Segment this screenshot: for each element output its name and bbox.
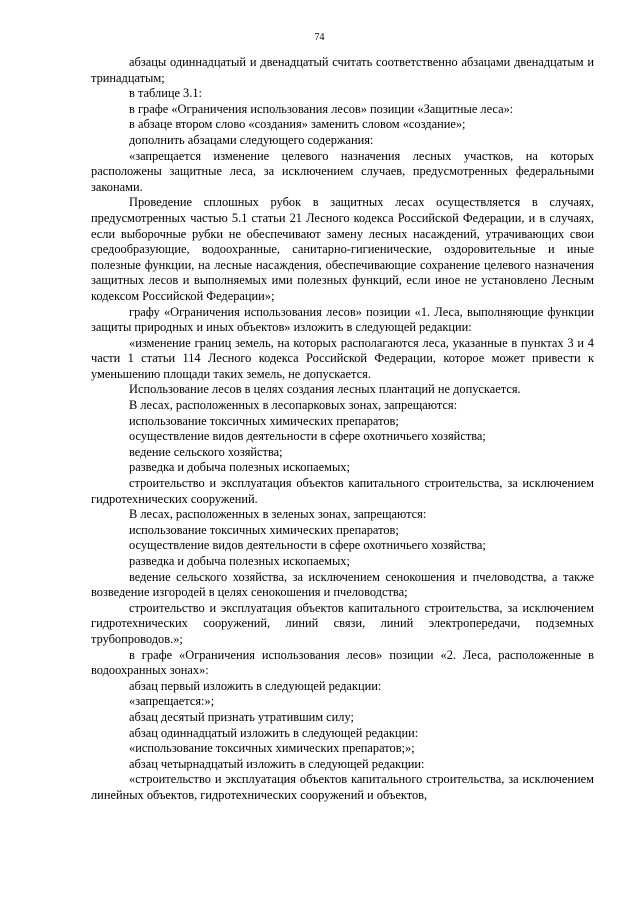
paragraph: ведение сельского хозяйства;	[129, 444, 283, 459]
paragraph: в графе «Ограничения использования лесов» позиции «Защитные леса»:	[129, 101, 514, 116]
paragraph: строительство и эксплуатация объектов капитального строительства, за исключением гидротехнических сооружений.	[91, 476, 594, 506]
paragraph: абзац одиннадцатый изложить в следующей редакции:	[129, 725, 419, 740]
paragraph: использование токсичных химических препаратов;	[129, 522, 399, 537]
paragraph: строительство и эксплуатация объектов капитального строительства, за исключением гидротехнических сооружений, линий связи, линий электропередачи, подземных трубопроводов.»;	[91, 600, 594, 646]
paragraph: «запрещается:»;	[129, 694, 215, 709]
paragraph: использование токсичных химических препаратов;	[129, 413, 399, 428]
paragraph: в таблице 3.1:	[129, 86, 202, 101]
paragraph: Использование лесов в целях создания лесных плантаций не допускается.	[129, 382, 521, 397]
paragraph: дополнить абзацами следующего содержания:	[129, 132, 374, 147]
paragraph: «использование токсичных химических препаратов;»;	[129, 741, 415, 756]
paragraph: абзац четырнадцатый изложить в следующей редакции:	[129, 756, 425, 771]
paragraph: абзац первый изложить в следующей редакции:	[129, 678, 382, 693]
paragraph: В лесах, расположенных в зеленых зонах, запрещаются:	[129, 507, 427, 522]
paragraph: графу «Ограничения использования лесов» позиции «1. Леса, выполняющие функции защиты природных и иных объектов» изложить в следующей редакции:	[91, 304, 594, 335]
paragraph: «изменение границ земель, на которых располагаются леса, указанные в пунктах 3 и 4 части 1 статьи 114 Лесного кодекса Российской Федерации, которое может привести к уменьшению площади таких земель, не допускается.	[91, 335, 594, 381]
paragraph: абзац десятый признать утратившим силу;	[129, 709, 354, 724]
page-number: 74	[314, 32, 325, 43]
paragraph: В лесах, расположенных в лесопарковых зонах, запрещаются:	[129, 398, 458, 413]
paragraph: в абзаце втором слово «создания» заменить словом «создание»;	[129, 117, 466, 132]
paragraph: ведение сельского хозяйства, за исключением сенокошения и пчеловодства, а также возведение изгородей в целях сенокошения и пчеловодства;	[91, 569, 594, 600]
document-body	[91, 55, 594, 804]
paragraph: абзацы одиннадцатый и двенадцатый считать соответственно абзацами двенадцатым и тринадцатым;	[91, 55, 594, 85]
paragraph: разведка и добыча полезных ископаемых;	[129, 460, 350, 475]
paragraph: осуществление видов деятельности в сфере охотничьего хозяйства;	[129, 429, 486, 444]
paragraph: «запрещается изменение целевого назначения лесных участков, на которых расположены защитные леса, за исключением случаев, предусмотренных федеральными законами.	[91, 148, 594, 194]
paragraph: разведка и добыча полезных ископаемых;	[129, 554, 350, 568]
paragraph: осуществление видов деятельности в сфере охотничьего хозяйства;	[129, 538, 486, 553]
paragraph: Проведение сплошных рубок в защитных лесах осуществляется в случаях, предусмотренных частью 5.1 статьи 21 Лесного кодекса Российской Федерации, и в случаях, если выборочные рубки не обеспечивают замену лесных насаждений, утрачивающих свои средообразующие, водоохранные, санитарно-гигиенические, оздоровительные и иные полезные функции, на лесные насаждения, обеспечивающие сохранение целевого назначения защитных лесов и выполняемых ими полезных функций, если иное не установлено Лесным кодексом Российской Федерации»;	[91, 195, 594, 303]
paragraph: в графе «Ограничения использования лесов» позиции «2. Леса, расположенные в водоохранных зонах»:	[91, 647, 594, 678]
paragraph: «строительство и эксплуатация объектов капитального строительства, за исключением линейных объектов, гидротехнических сооружений и объектов,	[91, 772, 594, 802]
